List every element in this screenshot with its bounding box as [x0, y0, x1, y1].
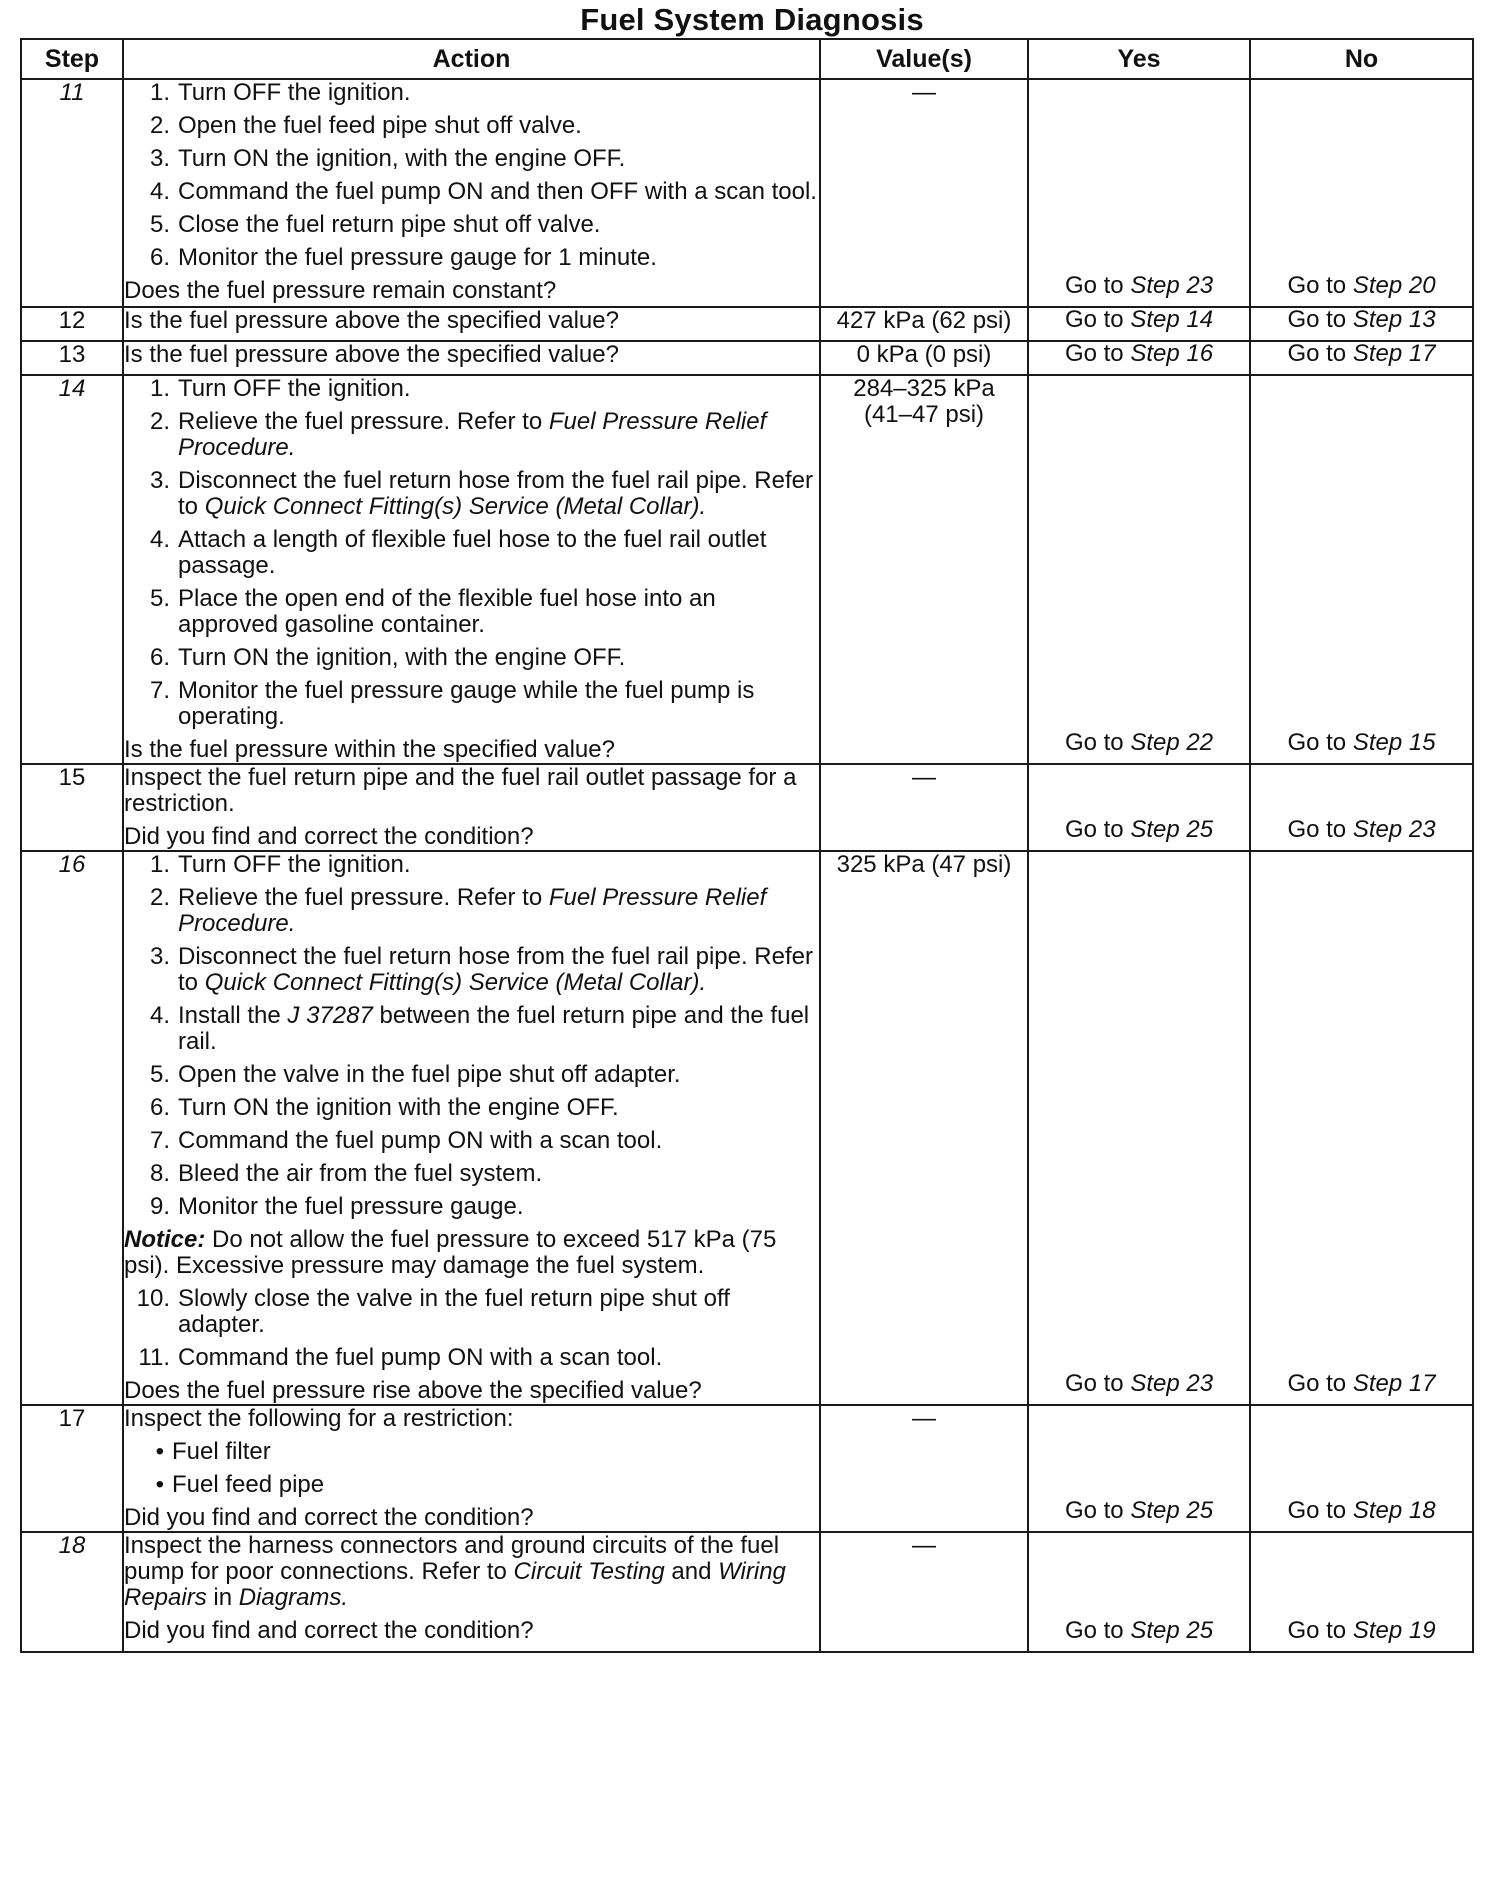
- step-text: Slowly close the valve in the fuel return pipe shut off adapter.: [178, 1285, 730, 1338]
- bullet-icon: •: [155, 1471, 164, 1498]
- step-text: Install the J 37287 between the fuel return pipe and the fuel rail.: [178, 1002, 810, 1055]
- yes-cell: [1028, 375, 1250, 764]
- yes-cell: [1028, 341, 1250, 375]
- goto-step-link: Go to Step 25: [1064, 1617, 1214, 1644]
- action-cell: [123, 851, 820, 1405]
- header-action: Action: [123, 39, 820, 79]
- no-cell: [1250, 851, 1473, 1405]
- bullet-text: Fuel filter: [172, 1438, 271, 1465]
- value-text: —: [912, 1405, 936, 1432]
- step-number-cell: 17: [21, 1405, 123, 1532]
- no-cell: [1250, 375, 1473, 764]
- step-text: Turn OFF the ignition.: [178, 79, 411, 106]
- table-row: [21, 764, 1473, 851]
- step-number: 1.: [149, 851, 170, 878]
- step-text: Place the open end of the flexible fuel hose into an approved gasoline container.: [178, 585, 716, 638]
- step-text: Monitor the fuel pressure gauge while the fuel pump is operating.: [178, 677, 755, 730]
- no-cell: [1250, 341, 1473, 375]
- goto-step-target: Step 23: [1130, 1370, 1214, 1397]
- header-yes: Yes: [1028, 39, 1250, 79]
- action-question: Is the fuel pressure above the specified value?: [124, 341, 619, 368]
- action-cell: [123, 341, 820, 375]
- step-number: 4.: [149, 178, 170, 205]
- step-text: Turn ON the ignition, with the engine OFF.: [178, 644, 626, 671]
- action-question: Is the fuel pressure within the specified value?: [124, 736, 615, 763]
- step-number: 1.: [149, 79, 170, 106]
- procedure-step: [124, 1161, 819, 1187]
- document-title: Fuel System Diagnosis: [580, 2, 924, 37]
- goto-step-target: Step 17: [1352, 1370, 1436, 1397]
- goto-step-link: Go to Step 13: [1287, 306, 1436, 333]
- procedure-step: [124, 80, 819, 106]
- goto-step-link: Go to Step 17: [1287, 340, 1436, 367]
- goto-step-link: Go to Step 20: [1287, 272, 1436, 299]
- step-number: 6.: [149, 244, 170, 271]
- step-text: Command the fuel pump ON with a scan tool.: [178, 1127, 663, 1154]
- value-cell: [820, 341, 1028, 375]
- goto-step-link: Go to Step 15: [1287, 729, 1436, 756]
- step-number: 11.: [138, 1344, 170, 1371]
- action-cell: [123, 764, 820, 851]
- table-row: [21, 307, 1473, 341]
- step-text: Monitor the fuel pressure gauge for 1 minute.: [178, 244, 657, 271]
- yes-cell: [1028, 764, 1250, 851]
- goto-step-link: Go to Step 19: [1287, 1617, 1436, 1644]
- action-cell: [123, 1405, 820, 1532]
- action-cell: [123, 307, 820, 341]
- step-number: 2.: [149, 884, 170, 911]
- action-cell: [123, 79, 820, 307]
- bullet-item: [124, 1472, 819, 1498]
- goto-step-target: Step 23: [1352, 816, 1436, 843]
- step-text: Turn OFF the ignition.: [178, 375, 411, 402]
- yes-cell: [1028, 1532, 1250, 1652]
- procedure-step: [124, 1003, 819, 1055]
- action-paragraph: Inspect the following for a restriction:: [124, 1405, 514, 1432]
- step-number: 8.: [149, 1160, 170, 1187]
- no-cell: [1250, 307, 1473, 341]
- goto-step-link: Go to Step 17: [1287, 1370, 1436, 1397]
- table-row: [21, 1532, 1473, 1652]
- procedure-step: [124, 645, 819, 671]
- no-cell: [1250, 1532, 1473, 1652]
- procedure-step: [124, 1194, 819, 1220]
- procedure-step: [124, 376, 819, 402]
- value-text: —: [912, 764, 936, 791]
- action-question: Did you find and correct the condition?: [124, 1504, 534, 1531]
- notice: Notice: Do not allow the fuel pressure to exceed 517 kPa (75 psi). Excessive pressure may damage the fuel system.: [124, 1226, 777, 1279]
- goto-step-link: Go to Step 18: [1287, 1497, 1436, 1524]
- procedure-step: [124, 1095, 819, 1121]
- step-number-cell: 12: [21, 307, 123, 341]
- procedure-step: [124, 113, 819, 139]
- goto-step-target: Step 25: [1130, 1617, 1214, 1644]
- action-paragraph: Inspect the fuel return pipe and the fuel rail outlet passage for a restriction.: [124, 764, 797, 817]
- no-cell: [1250, 1405, 1473, 1532]
- goto-step-link: Go to Step 23: [1064, 272, 1214, 299]
- step-text: Turn ON the ignition with the engine OFF.: [178, 1094, 619, 1121]
- step-number: 3.: [149, 145, 170, 172]
- step-number: 2.: [149, 112, 170, 139]
- procedure-step: [124, 885, 819, 937]
- header-step: Step: [21, 39, 123, 79]
- step-text: Disconnect the fuel return hose from the fuel rail pipe. Refer to Quick Connect Fitting(s) Service (Metal Collar).: [178, 943, 813, 996]
- step-number-cell: 11: [21, 79, 123, 307]
- value-cell: [820, 375, 1028, 764]
- procedure-step: [124, 212, 819, 238]
- step-number-cell: 16: [21, 851, 123, 1405]
- yes-cell: [1028, 307, 1250, 341]
- action-question: Did you find and correct the condition?: [124, 1617, 534, 1644]
- procedure-step: [124, 179, 819, 205]
- step-number-cell: 14: [21, 375, 123, 764]
- goto-step-link: Go to Step 23: [1287, 816, 1436, 843]
- goto-step-target: Step 18: [1352, 1497, 1436, 1524]
- notice-label: Notice:: [124, 1226, 206, 1253]
- value-cell: [820, 764, 1028, 851]
- step-number: 6.: [149, 1094, 170, 1121]
- goto-step-link: Go to Step 14: [1064, 306, 1214, 333]
- yes-cell: [1028, 1405, 1250, 1532]
- action-question: Does the fuel pressure rise above the specified value?: [124, 1377, 702, 1404]
- step-text: Attach a length of flexible fuel hose to the fuel rail outlet passage.: [178, 526, 767, 579]
- step-number: 5.: [149, 1061, 170, 1088]
- step-number: 5.: [149, 211, 170, 238]
- procedure-step: [124, 852, 819, 878]
- step-text: Open the fuel feed pipe shut off valve.: [178, 112, 582, 139]
- action-cell: [123, 375, 820, 764]
- action-paragraph: Inspect the harness connectors and ground circuits of the fuel pump for poor connections. Refer to Circuit Testing and Wiring Repairs in Diagrams.: [124, 1532, 786, 1611]
- table-body: [21, 79, 1473, 1652]
- step-number: 2.: [149, 408, 170, 435]
- header-values: Value(s): [820, 39, 1028, 79]
- goto-step-link: Go to Step 23: [1064, 1370, 1214, 1397]
- table-row: [21, 851, 1473, 1405]
- step-number: 4.: [149, 1002, 170, 1029]
- procedure-step: [124, 1128, 819, 1154]
- goto-step-target: Step 25: [1130, 816, 1214, 843]
- step-text: Turn OFF the ignition.: [178, 851, 411, 878]
- procedure-step: [124, 1286, 819, 1338]
- table-row: [21, 341, 1473, 375]
- value-cell: [820, 79, 1028, 307]
- procedure-step: [124, 527, 819, 579]
- goto-step-target: Step 13: [1352, 306, 1436, 333]
- step-text: Relieve the fuel pressure. Refer to Fuel Pressure Relief Procedure.: [178, 408, 767, 461]
- goto-step-target: Step 19: [1352, 1617, 1436, 1644]
- goto-step-target: Step 23: [1130, 272, 1214, 299]
- step-number: 3.: [149, 943, 170, 970]
- value-text: 427 kPa (62 psi): [836, 307, 1012, 334]
- step-number-cell: 15: [21, 764, 123, 851]
- diagnosis-table: [20, 38, 1474, 1653]
- goto-step-target: Step 20: [1352, 272, 1436, 299]
- header-no: No: [1250, 39, 1473, 79]
- step-text: Bleed the air from the fuel system.: [178, 1160, 543, 1187]
- step-number: 6.: [149, 644, 170, 671]
- value-cell: [820, 851, 1028, 1405]
- procedure-step: [124, 146, 819, 172]
- goto-step-link: Go to Step 25: [1064, 1497, 1214, 1524]
- value-cell: [820, 1532, 1028, 1652]
- procedure-step: [124, 586, 819, 638]
- step-text: Monitor the fuel pressure gauge.: [178, 1193, 524, 1220]
- goto-step-target: Step 25: [1130, 1497, 1214, 1524]
- value-text: 284–325 kPa (41–47 psi): [853, 375, 995, 428]
- goto-step-link: Go to Step 25: [1064, 816, 1214, 843]
- procedure-step: [124, 468, 819, 520]
- goto-step-target: Step 22: [1130, 729, 1214, 756]
- procedure-step: [124, 1345, 819, 1371]
- value-cell: [820, 1405, 1028, 1532]
- value-cell: [820, 307, 1028, 341]
- value-text: —: [912, 1532, 936, 1559]
- step-number: 4.: [149, 526, 170, 553]
- step-number: 7.: [149, 1127, 170, 1154]
- action-question: Does the fuel pressure remain constant?: [124, 277, 557, 304]
- value-text: —: [912, 79, 936, 106]
- step-number: 1.: [149, 375, 170, 402]
- header-row: [21, 39, 1473, 79]
- table-row: [21, 1405, 1473, 1532]
- step-text: Close the fuel return pipe shut off valve.: [178, 211, 601, 238]
- yes-cell: [1028, 79, 1250, 307]
- step-number: 3.: [149, 467, 170, 494]
- step-number: 9.: [149, 1193, 170, 1220]
- action-question: Did you find and correct the condition?: [124, 823, 534, 850]
- procedure-step: [124, 245, 819, 271]
- yes-cell: [1028, 851, 1250, 1405]
- step-number: 5.: [149, 585, 170, 612]
- procedure-step: [124, 944, 819, 996]
- table-row: [21, 79, 1473, 307]
- goto-step-link: Go to Step 16: [1064, 340, 1214, 367]
- procedure-step: [124, 678, 819, 730]
- step-number-cell: 13: [21, 341, 123, 375]
- action-cell: [123, 1532, 820, 1652]
- bullet-icon: •: [155, 1438, 164, 1465]
- procedure-step: [124, 1062, 819, 1088]
- no-cell: [1250, 764, 1473, 851]
- step-number-cell: 18: [21, 1532, 123, 1652]
- bullet-text: Fuel feed pipe: [172, 1471, 325, 1498]
- step-text: Command the fuel pump ON and then OFF with a scan tool.: [178, 178, 817, 205]
- bullet-item: [124, 1439, 819, 1465]
- goto-step-target: Step 16: [1130, 340, 1214, 367]
- value-text: 325 kPa (47 psi): [836, 851, 1012, 878]
- goto-step-link: Go to Step 22: [1064, 729, 1214, 756]
- step-number: 10.: [136, 1285, 170, 1312]
- no-cell: [1250, 79, 1473, 307]
- step-text: Relieve the fuel pressure. Refer to Fuel Pressure Relief Procedure.: [178, 884, 767, 937]
- step-text: Disconnect the fuel return hose from the fuel rail pipe. Refer to Quick Connect Fitting(s) Service (Metal Collar).: [178, 467, 813, 520]
- procedure-step: [124, 409, 819, 461]
- step-number: 7.: [149, 677, 170, 704]
- step-text: Turn ON the ignition, with the engine OFF.: [178, 145, 626, 172]
- table-row: [21, 375, 1473, 764]
- goto-step-target: Step 14: [1130, 306, 1214, 333]
- step-text: Open the valve in the fuel pipe shut off adapter.: [178, 1061, 681, 1088]
- step-text: Command the fuel pump ON with a scan tool.: [178, 1344, 663, 1371]
- goto-step-target: Step 17: [1352, 340, 1436, 367]
- action-question: Is the fuel pressure above the specified value?: [124, 307, 619, 334]
- goto-step-target: Step 15: [1352, 729, 1436, 756]
- value-text: 0 kPa (0 psi): [856, 341, 992, 368]
